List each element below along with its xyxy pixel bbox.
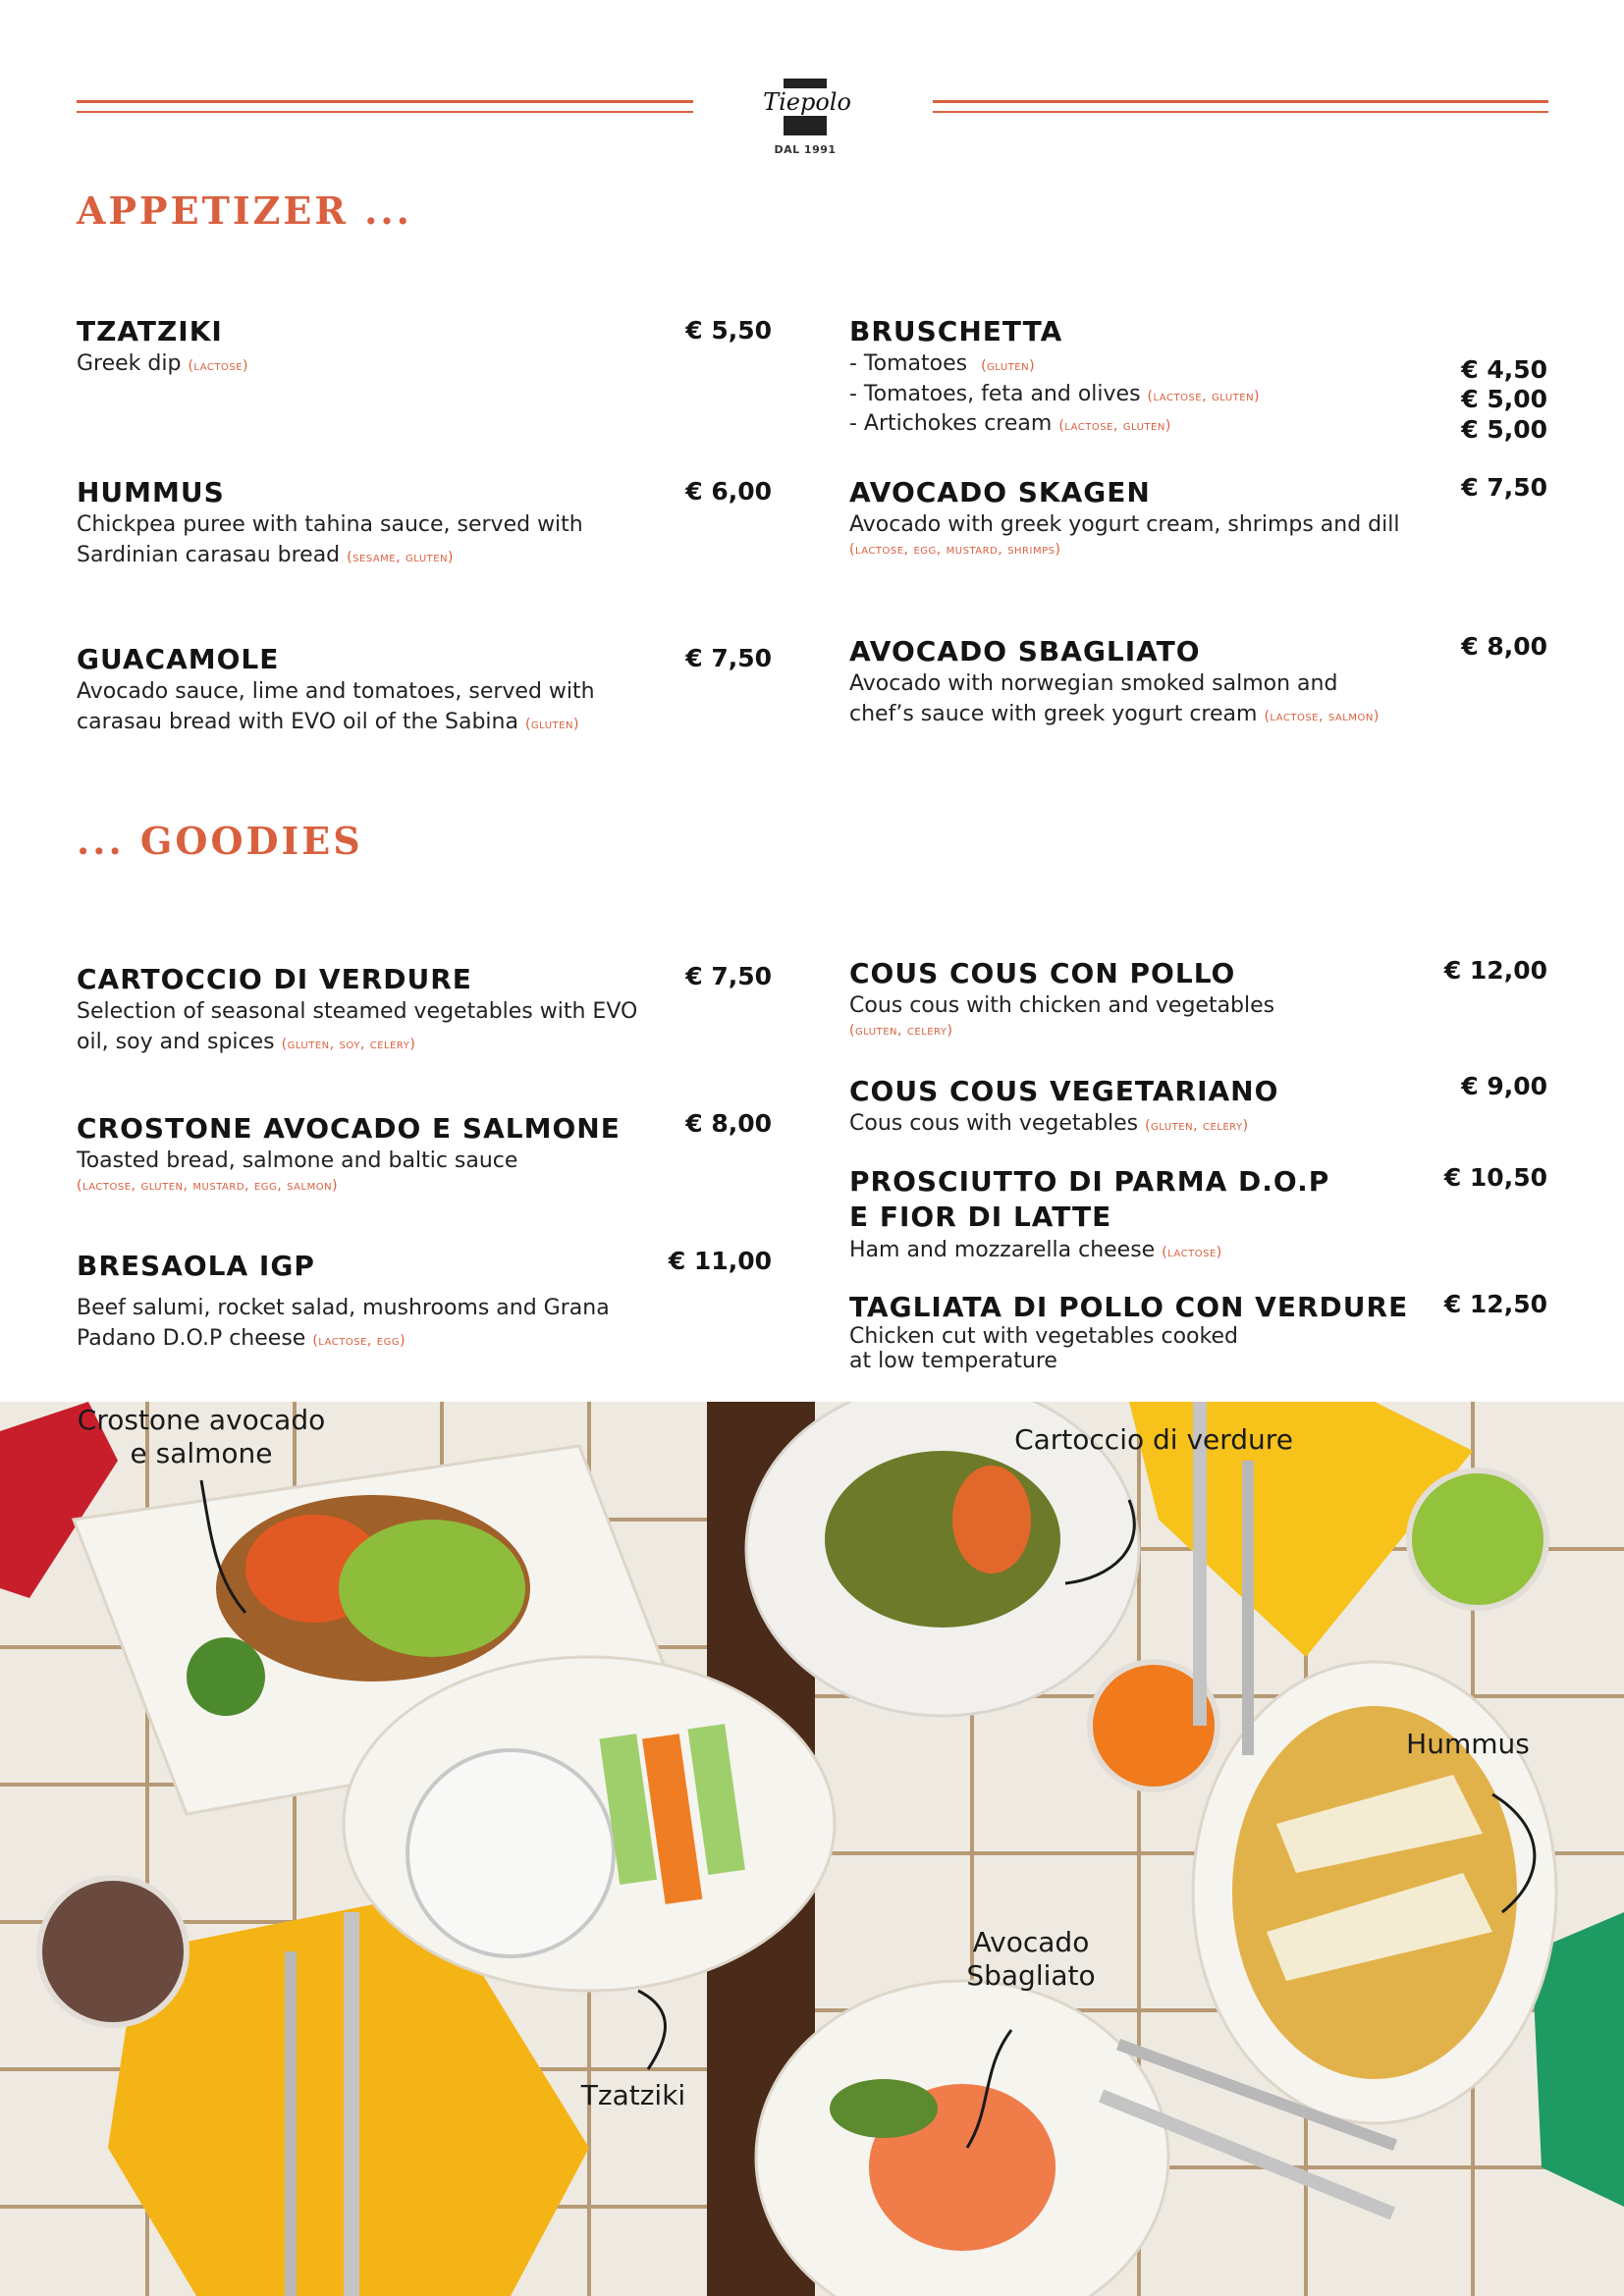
menu-item-bruschetta (849, 314, 1399, 439)
item-price-cous-cous-pollo: € 12,00 (1443, 956, 1547, 985)
bruschetta-option: - Tomatoes, feta and olives (lactose, gluten) (849, 381, 1261, 406)
item-name: BRUSCHETTA (849, 315, 1063, 347)
item-name: COUS COUS CON POLLO (849, 957, 1236, 989)
item-price-bresaola: € 11,00 (668, 1247, 772, 1275)
item-allergens: (gluten) (981, 358, 1036, 375)
item-name-line-2: E FIOR DI LATTE (849, 1201, 1112, 1234)
restaurant-logo (756, 79, 854, 167)
menu-item-cous-cous-pollo (849, 956, 1438, 1040)
food-photo-illustration (0, 1402, 1624, 2296)
section-title-appetizer: APPETIZER ... (77, 188, 412, 233)
caption-sbagliato (943, 1926, 1119, 1992)
menu-item-cous-cous-vegetariano (849, 1074, 1438, 1140)
item-allergens: (lactose, gluten, mustard, egg, salmon) (77, 1178, 339, 1195)
item-price-cous-cous-vegetariano: € 9,00 (1461, 1072, 1547, 1100)
menu-item-avocado-sbagliato (849, 634, 1438, 730)
item-desc: Ham and mozzarella cheese (lactose) (849, 1237, 1222, 1262)
item-allergens: (gluten, celery) (849, 1023, 953, 1040)
item-allergens: (gluten, soy, celery) (281, 1037, 416, 1053)
caption-line: Avocado (972, 1926, 1090, 1958)
item-name: AVOCADO SKAGEN (849, 476, 1151, 508)
menu-item-crostone (77, 1111, 715, 1195)
caption-hummus: Hummus (1406, 1728, 1530, 1760)
caption-tzatziki: Tzatziki (580, 2079, 686, 2111)
item-name: TAGLIATA DI POLLO CON VERDURE (849, 1291, 1409, 1323)
menu-item-prosciutto (849, 1164, 1438, 1266)
header-rule-right-top (933, 100, 1548, 103)
item-desc-line-1: Selection of seasonal steamed vegetables with EVO (77, 999, 638, 1025)
item-desc-line-2: Padano D.O.P cheese (lactose, egg) (77, 1326, 406, 1352)
caption-line: Crostone avocado (77, 1404, 326, 1436)
item-price-tagliata: € 12,50 (1443, 1290, 1547, 1318)
item-desc: Cous cous with vegetables (gluten, celery) (849, 1111, 1249, 1137)
caption-cartoccio: Cartoccio di verdure (1014, 1423, 1293, 1456)
item-name: COUS COUS VEGETARIANO (849, 1075, 1279, 1107)
item-name: GUACAMOLE (77, 643, 280, 675)
item-price-guacamole: € 7,50 (685, 644, 772, 672)
header-rule-right-bottom (933, 111, 1548, 113)
menu-item-guacamole (77, 642, 705, 738)
item-price-avocado-sbagliato: € 8,00 (1461, 632, 1547, 661)
item-desc-line-1: Chickpea puree with tahina sauce, served with (77, 512, 583, 538)
item-allergens: (lactose, egg) (312, 1333, 406, 1350)
item-desc: Avocado with greek yogurt cream, shrimps and dill (849, 512, 1400, 538)
item-desc-line-2: Sardinian carasau bread (sesame, gluten) (77, 543, 455, 568)
food-photo (0, 1402, 1624, 2296)
item-allergens: (lactose) (188, 358, 248, 375)
item-allergens: (lactose) (1162, 1244, 1222, 1260)
menu-item-avocado-skagen (849, 475, 1438, 559)
item-desc-line-2: at low temperature (849, 1348, 1057, 1373)
item-desc: Toasted bread, salmone and baltic sauce (77, 1148, 518, 1174)
item-price-tzatziki: € 5,50 (685, 316, 772, 345)
caption-line: e salmone (130, 1436, 273, 1469)
item-allergens: (lactose, gluten) (1147, 388, 1261, 404)
bruschetta-price-1: € 4,50 (1461, 355, 1547, 384)
item-price-hummus: € 6,00 (685, 477, 772, 506)
item-desc-line-1: Chicken cut with vegetables cooked (849, 1324, 1238, 1350)
item-name: AVOCADO SBAGLIATO (849, 635, 1201, 667)
menu-item-tzatziki (77, 314, 646, 380)
item-price-cartoccio: € 7,50 (685, 962, 772, 990)
item-allergens: (lactose, salmon) (1264, 709, 1380, 725)
item-desc-line-2: carasau bread with EVO oil of the Sabina (gluten) (77, 710, 579, 735)
item-desc-line-2: chef’s sauce with greek yogurt cream (lactose, salmon) (849, 702, 1380, 727)
item-desc-line-2: oil, soy and spices (gluten, soy, celery) (77, 1030, 416, 1055)
menu-item-cartoccio (77, 962, 715, 1058)
bruschetta-option: - Tomatoes (gluten) (849, 351, 1036, 377)
item-allergens: (gluten, celery) (1145, 1118, 1249, 1135)
item-name: TZATZIKI (77, 315, 223, 347)
caption-line: Sbagliato (966, 1958, 1096, 1992)
item-name: CARTOCCIO DI VERDURE (77, 963, 472, 995)
item-desc-line-1: Beef salumi, rocket salad, mushrooms and Grana (77, 1296, 610, 1321)
item-desc-line-1: Avocado with norwegian smoked salmon and (849, 671, 1338, 697)
item-desc-line-1: Avocado sauce, lime and tomatoes, served with (77, 679, 595, 705)
header-rule-left-bottom (77, 111, 693, 113)
bruschetta-option: - Artichokes cream (lactose, gluten) (849, 411, 1171, 437)
menu-item-tagliata (849, 1290, 1458, 1373)
item-name-line-1: PROSCIUTTO DI PARMA D.O.P (849, 1165, 1330, 1198)
item-allergens: (lactose, egg, mustard, shrimps) (849, 542, 1061, 559)
item-allergens: (gluten) (524, 717, 579, 733)
caption-crostone (59, 1404, 344, 1469)
item-allergens: (lactose, gluten) (1058, 418, 1171, 435)
logo-wordmark: Tiepolo (760, 88, 854, 116)
item-name: HUMMUS (77, 476, 225, 508)
item-desc: Greek dip (lactose) (77, 351, 248, 377)
item-price-crostone: € 8,00 (685, 1109, 772, 1138)
item-name: BRESAOLA IGP (77, 1250, 315, 1282)
item-allergens: (sesame, gluten) (347, 550, 455, 566)
menu-item-bresaola (77, 1249, 715, 1355)
bruschetta-price-2: € 5,00 (1461, 385, 1547, 413)
header-rule-left-top (77, 100, 693, 103)
item-name: CROSTONE AVOCADO E SALMONE (77, 1112, 621, 1145)
item-desc: Cous cous with chicken and vegetables (849, 993, 1275, 1019)
item-price-prosciutto: € 10,50 (1443, 1163, 1547, 1192)
section-title-goodies: ... GOODIES (77, 819, 363, 863)
item-price-avocado-skagen: € 7,50 (1461, 473, 1547, 502)
bruschetta-price-3: € 5,00 (1461, 415, 1547, 444)
menu-item-hummus (77, 475, 705, 571)
logo-since: DAL 1991 (774, 143, 837, 156)
